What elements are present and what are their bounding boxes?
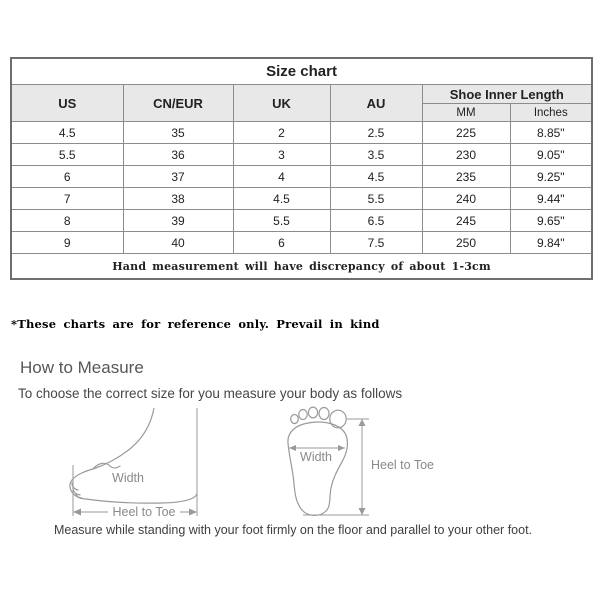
title-row — [11, 58, 592, 85]
size-cell: 38 — [123, 188, 233, 210]
header-row — [11, 85, 592, 104]
size-cell: 4 — [233, 166, 330, 188]
col-header-mm: MM — [422, 104, 510, 122]
col-header-au: AU — [330, 85, 422, 122]
foot-sole-line — [86, 493, 197, 503]
size-cell: 6.5 — [330, 210, 422, 232]
arrow-head-top-icon — [359, 419, 366, 426]
size-cell: 8 — [11, 210, 123, 232]
size-cell: 9.65" — [510, 210, 592, 232]
measure-footer-note: Measure while standing with your foot firmly on the floor and parallel to your other foot. — [53, 523, 533, 537]
size-cell: 36 — [123, 144, 233, 166]
arrow-head-bottom-icon — [359, 508, 366, 515]
table-row — [11, 188, 592, 210]
disclaimer-text: *These charts are for reference only. Prevail in kind — [11, 317, 380, 331]
size-cell: 7 — [11, 188, 123, 210]
arrow-head-right-icon — [189, 509, 197, 516]
size-chart-table — [10, 57, 593, 280]
size-cell: 245 — [422, 210, 510, 232]
size-cell: 5.5 — [11, 144, 123, 166]
size-cell: 9.05" — [510, 144, 592, 166]
size-cell: 9.44" — [510, 188, 592, 210]
size-cell: 4.5 — [330, 166, 422, 188]
col-header-shoe-inner-length: Shoe Inner Length — [422, 85, 592, 104]
size-cell: 6 — [233, 232, 330, 254]
heel-to-toe-label: Heel to Toe — [112, 505, 176, 519]
heel-to-toe-label: Heel to Toe — [371, 458, 435, 472]
size-cell: 35 — [123, 122, 233, 144]
size-cell: 3.5 — [330, 144, 422, 166]
size-cell: 235 — [422, 166, 510, 188]
table-row — [11, 210, 592, 232]
size-cell: 6 — [11, 166, 123, 188]
width-arrow-head-right-icon — [338, 445, 345, 451]
toe-icon — [319, 408, 329, 420]
size-cell: 230 — [422, 144, 510, 166]
size-cell: 39 — [123, 210, 233, 232]
big-toe-icon — [330, 410, 346, 428]
toe-icon — [299, 410, 307, 420]
toe-icon — [308, 407, 317, 418]
arrow-head-left-icon — [73, 509, 81, 516]
how-to-measure-heading: How to Measure — [20, 358, 144, 377]
size-cell: 4.5 — [233, 188, 330, 210]
size-cell: 240 — [422, 188, 510, 210]
measure-instruction-text: To choose the correct size for you measure your body as follows — [18, 386, 403, 401]
size-cell: 2 — [233, 122, 330, 144]
width-label: Width — [112, 471, 144, 485]
col-header-us: US — [11, 85, 123, 122]
col-header-uk: UK — [233, 85, 330, 122]
measurement-discrepancy-note: Hand measurement will have discrepancy of about 1-3cm — [11, 254, 592, 280]
size-cell: 7.5 — [330, 232, 422, 254]
size-cell: 3 — [233, 144, 330, 166]
toe-small-icon — [291, 415, 299, 424]
width-arrow-head-left-icon — [289, 445, 296, 451]
col-header-cn-eur: CN/EUR — [123, 85, 233, 122]
size-cell: 250 — [422, 232, 510, 254]
size-cell: 9 — [11, 232, 123, 254]
size-cell: 5.5 — [233, 210, 330, 232]
size-cell: 2.5 — [330, 122, 422, 144]
table-row — [11, 144, 592, 166]
size-chart-title: Size chart — [11, 58, 592, 85]
foot-side-view-diagram — [58, 408, 258, 523]
table-row — [11, 122, 592, 144]
table-row — [11, 232, 592, 254]
size-cell: 9.25" — [510, 166, 592, 188]
size-cell: 225 — [422, 122, 510, 144]
size-cell: 9.84" — [510, 232, 592, 254]
size-cell: 40 — [123, 232, 233, 254]
foot-instep-line — [93, 408, 154, 469]
size-cell: 5.5 — [330, 188, 422, 210]
size-cell: 8.85" — [510, 122, 592, 144]
foot-top-view-diagram — [283, 403, 448, 523]
table-row — [11, 166, 592, 188]
footprint-outline — [288, 422, 348, 515]
note-row — [11, 254, 592, 280]
size-cell: 4.5 — [11, 122, 123, 144]
width-label: Width — [300, 450, 332, 464]
size-cell: 37 — [123, 166, 233, 188]
col-header-inches: Inches — [510, 104, 592, 122]
